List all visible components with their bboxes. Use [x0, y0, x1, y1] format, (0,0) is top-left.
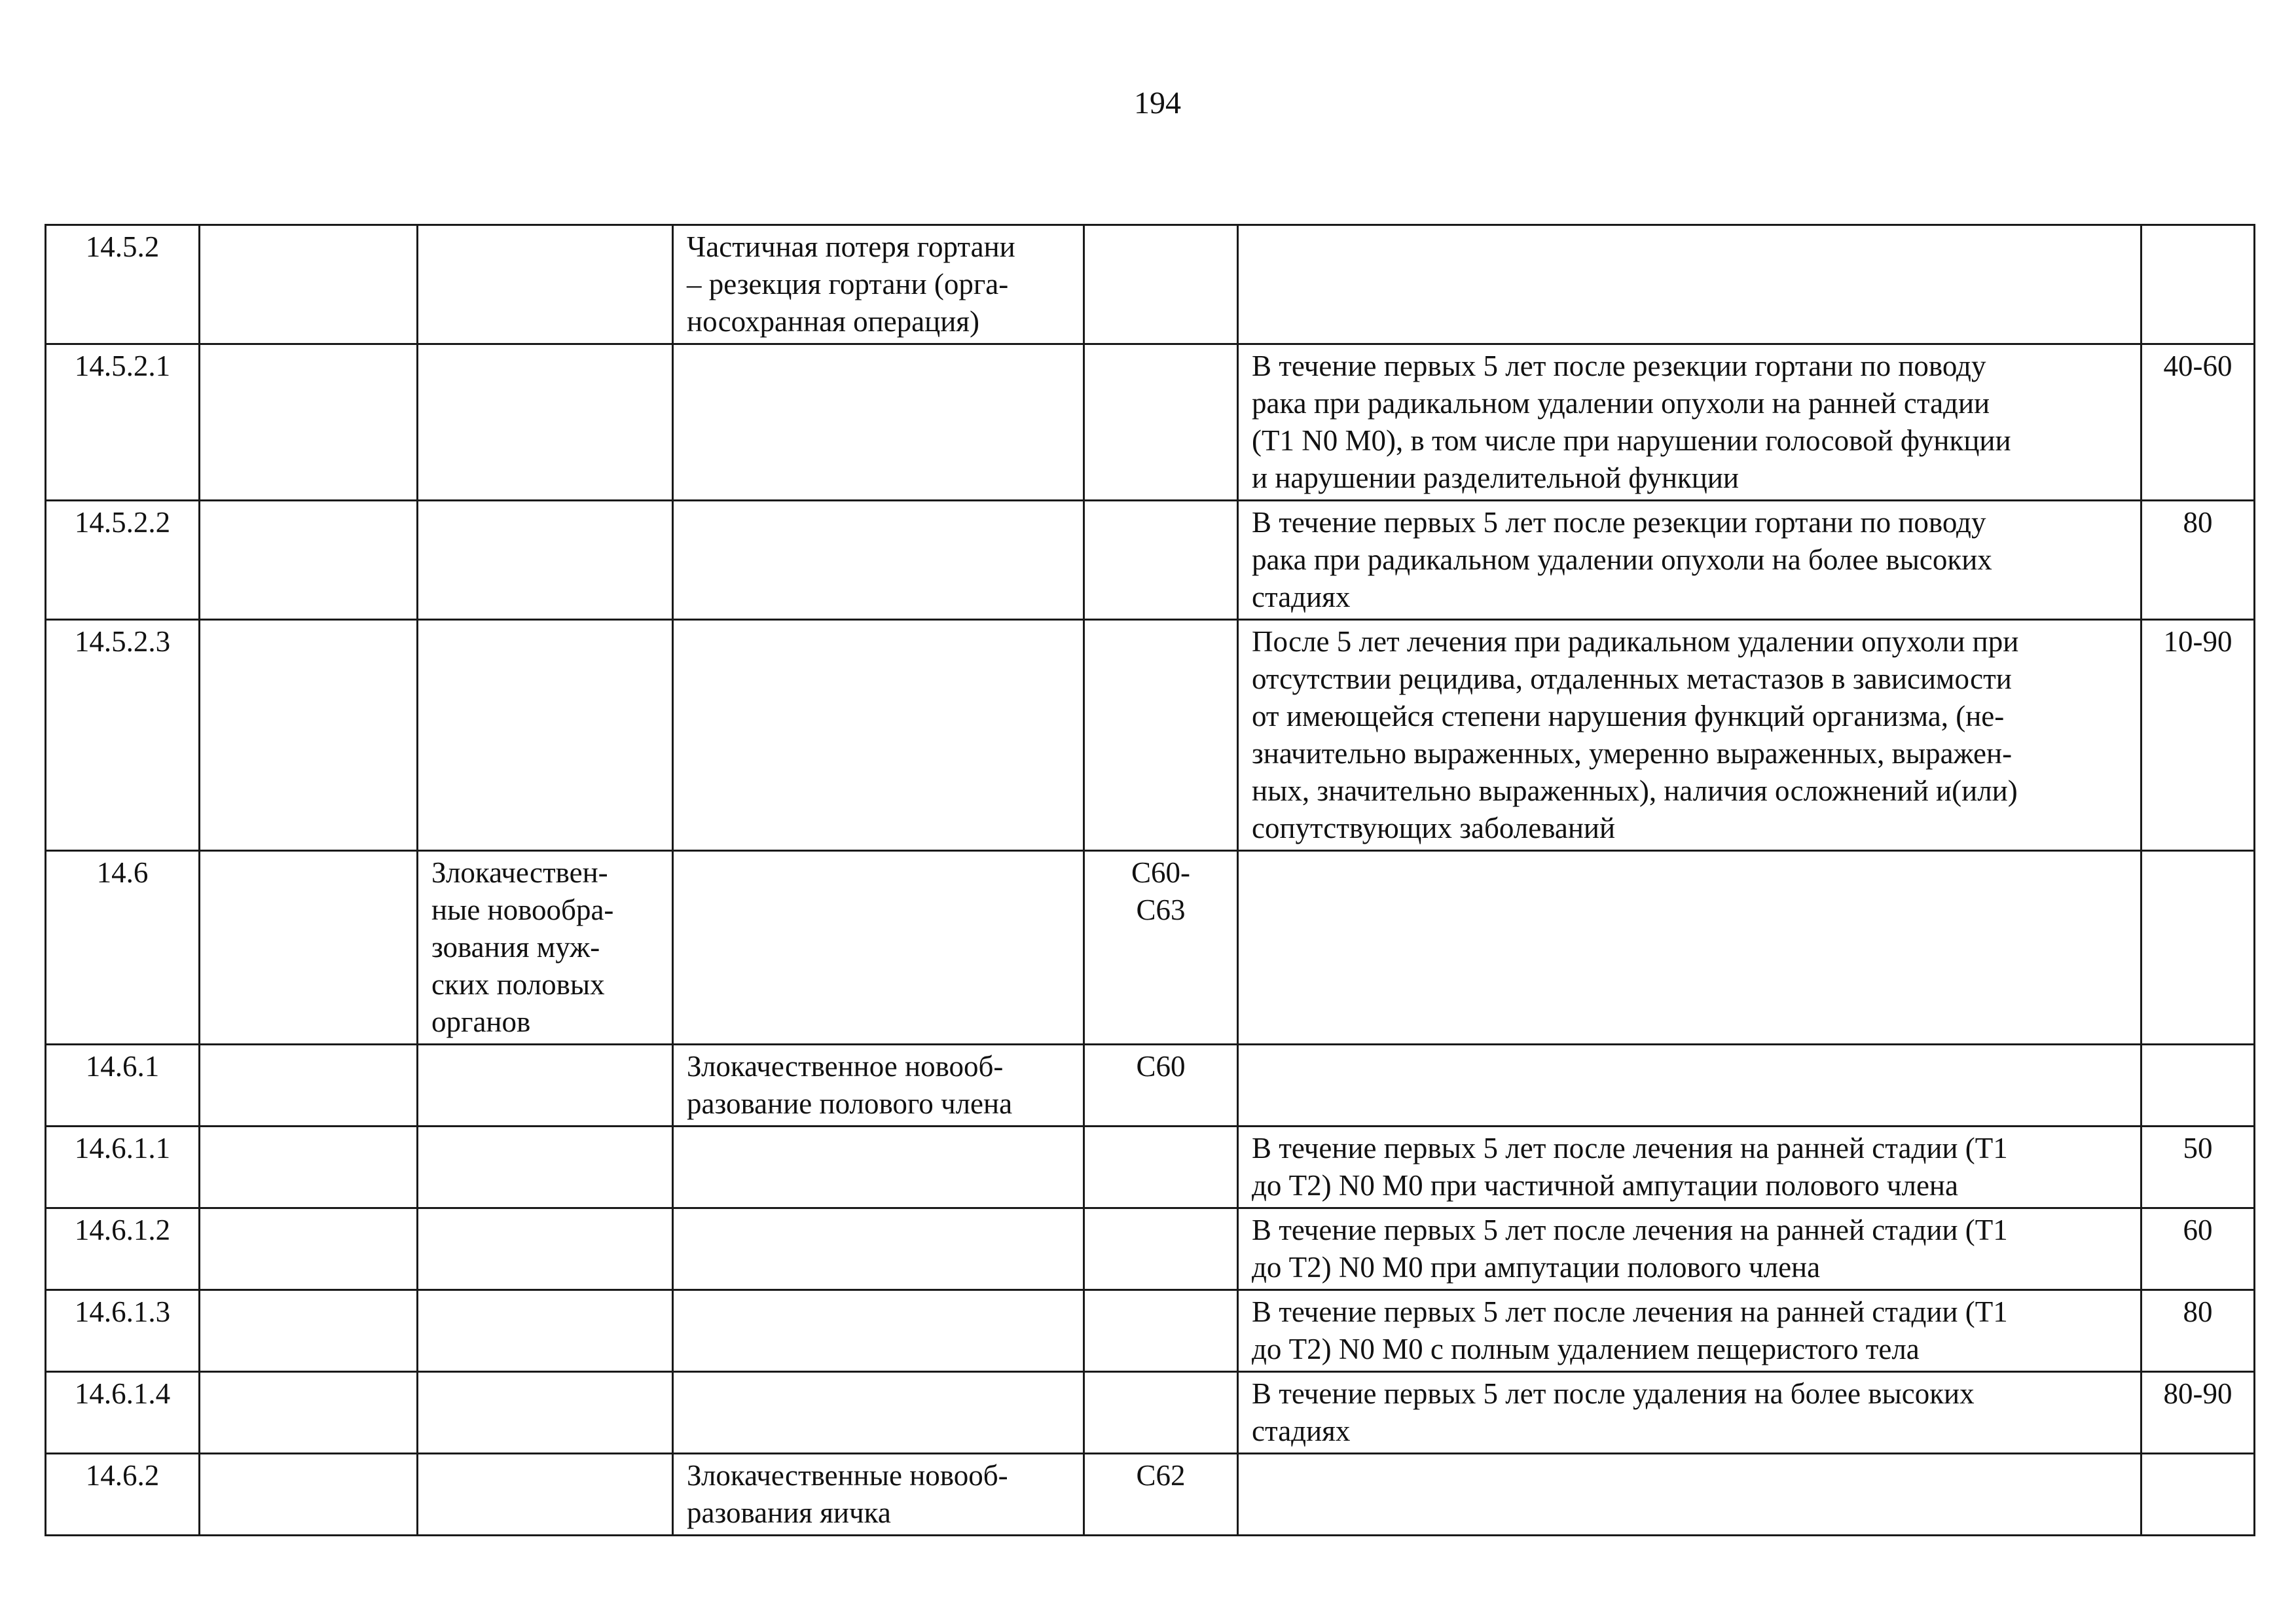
- criteria-text: В течение первых 5 лет после лечения на ранней стадии (T1 до T2) N0 M0 с полным удалением пещеристого тела: [1238, 1290, 2141, 1372]
- condition-name: [673, 1290, 1084, 1372]
- disability-percent: 60: [2141, 1208, 2255, 1290]
- section-cell: [200, 1208, 418, 1290]
- criteria-text: В течение первых 5 лет после резекции гортани по поводу рака при радикальном удалении опухоли на ранней стадии (T1 N0 M0), в том числе при нарушении голосовой функции и нарушении разделительной функции: [1238, 344, 2141, 501]
- disability-percent: 40-60: [2141, 344, 2255, 501]
- disability-percent: 80: [2141, 501, 2255, 620]
- row-number: 14.6.1.1: [46, 1127, 200, 1208]
- criteria-text: В течение первых 5 лет после лечения на ранней стадии (T1 до T2) N0 M0 при частичной ампутации полового члена: [1238, 1127, 2141, 1208]
- group-name: [418, 1454, 673, 1536]
- disability-percent: 80-90: [2141, 1372, 2255, 1454]
- disability-percent: 80: [2141, 1290, 2255, 1372]
- row-number: 14.6.1.2: [46, 1208, 200, 1290]
- table-row: [46, 1454, 2255, 1536]
- row-number: 14.5.2: [46, 225, 200, 344]
- condition-name: [673, 620, 1084, 851]
- criteria-text: [1238, 1045, 2141, 1127]
- condition-name: [673, 344, 1084, 501]
- section-cell: [200, 1290, 418, 1372]
- table-row: [46, 1290, 2255, 1372]
- condition-name: Злокачественное новооб- разование полового члена: [673, 1045, 1084, 1127]
- row-number: 14.6.1.3: [46, 1290, 200, 1372]
- criteria-text: В течение первых 5 лет после резекции гортани по поводу рака при радикальном удалении опухоли на более высоких стадиях: [1238, 501, 2141, 620]
- disability-percent: 10-90: [2141, 620, 2255, 851]
- group-name: [418, 344, 673, 501]
- disability-percent: [2141, 1045, 2255, 1127]
- icd-code: C60: [1084, 1045, 1238, 1127]
- icd-code: [1084, 620, 1238, 851]
- icd-code: [1084, 344, 1238, 501]
- criteria-text: После 5 лет лечения при радикальном удалении опухоли при отсутствии рецидива, отдаленных метастазов в зависимости от имеющейся степени нарушения функций организма, (не- значительно выраженных, умеренно выраженных, выражен- ных, значительно выраженных), наличия осложнений и(или) сопутствующих заболеваний: [1238, 620, 2141, 851]
- criteria-text: [1238, 851, 2141, 1045]
- criteria-text: [1238, 1454, 2141, 1536]
- group-name: [418, 225, 673, 344]
- table-row: [46, 851, 2255, 1045]
- section-cell: [200, 1372, 418, 1454]
- table-row: [46, 1372, 2255, 1454]
- row-number: 14.6: [46, 851, 200, 1045]
- row-number: 14.5.2.2: [46, 501, 200, 620]
- table-row: [46, 620, 2255, 851]
- group-name: [418, 501, 673, 620]
- group-name: [418, 1045, 673, 1127]
- condition-name: [673, 1127, 1084, 1208]
- icd-code: [1084, 1208, 1238, 1290]
- page-number: 194: [1134, 86, 1181, 120]
- condition-name: [673, 1208, 1084, 1290]
- row-number: 14.6.1: [46, 1045, 200, 1127]
- icd-code: [1084, 225, 1238, 344]
- section-cell: [200, 851, 418, 1045]
- table-row: [46, 501, 2255, 620]
- icd-code: [1084, 1372, 1238, 1454]
- group-name: [418, 1290, 673, 1372]
- condition-name: Частичная потеря гортани – резекция гортани (орга- носохранная операция): [673, 225, 1084, 344]
- condition-name: [673, 501, 1084, 620]
- section-cell: [200, 1454, 418, 1536]
- section-cell: [200, 620, 418, 851]
- group-name: [418, 1208, 673, 1290]
- group-name: [418, 1372, 673, 1454]
- criteria-table: [45, 224, 2255, 1536]
- icd-code: [1084, 501, 1238, 620]
- icd-code: [1084, 1290, 1238, 1372]
- row-number: 14.6.1.4: [46, 1372, 200, 1454]
- section-cell: [200, 1045, 418, 1127]
- group-name: [418, 1127, 673, 1208]
- condition-name: [673, 851, 1084, 1045]
- section-cell: [200, 225, 418, 344]
- icd-code: C62: [1084, 1454, 1238, 1536]
- section-cell: [200, 344, 418, 501]
- table-row: [46, 1208, 2255, 1290]
- criteria-text: В течение первых 5 лет после удаления на более высоких стадиях: [1238, 1372, 2141, 1454]
- row-number: 14.5.2.3: [46, 620, 200, 851]
- disability-percent: 50: [2141, 1127, 2255, 1208]
- table-row: [46, 344, 2255, 501]
- section-cell: [200, 1127, 418, 1208]
- condition-name: Злокачественные новооб- разования яичка: [673, 1454, 1084, 1536]
- row-number: 14.5.2.1: [46, 344, 200, 501]
- disability-percent: [2141, 1454, 2255, 1536]
- group-name: [418, 620, 673, 851]
- section-cell: [200, 501, 418, 620]
- table-row: [46, 1045, 2255, 1127]
- disability-percent: [2141, 225, 2255, 344]
- table-row: [46, 1127, 2255, 1208]
- condition-name: [673, 1372, 1084, 1454]
- criteria-text: [1238, 225, 2141, 344]
- disability-percent: [2141, 851, 2255, 1045]
- group-name: Злокачествен- ные новообра- зования муж- ских половых органов: [418, 851, 673, 1045]
- icd-code: [1084, 1127, 1238, 1208]
- criteria-text: В течение первых 5 лет после лечения на ранней стадии (T1 до T2) N0 M0 при ампутации полового члена: [1238, 1208, 2141, 1290]
- row-number: 14.6.2: [46, 1454, 200, 1536]
- icd-code: C60- C63: [1084, 851, 1238, 1045]
- table-row: [46, 225, 2255, 344]
